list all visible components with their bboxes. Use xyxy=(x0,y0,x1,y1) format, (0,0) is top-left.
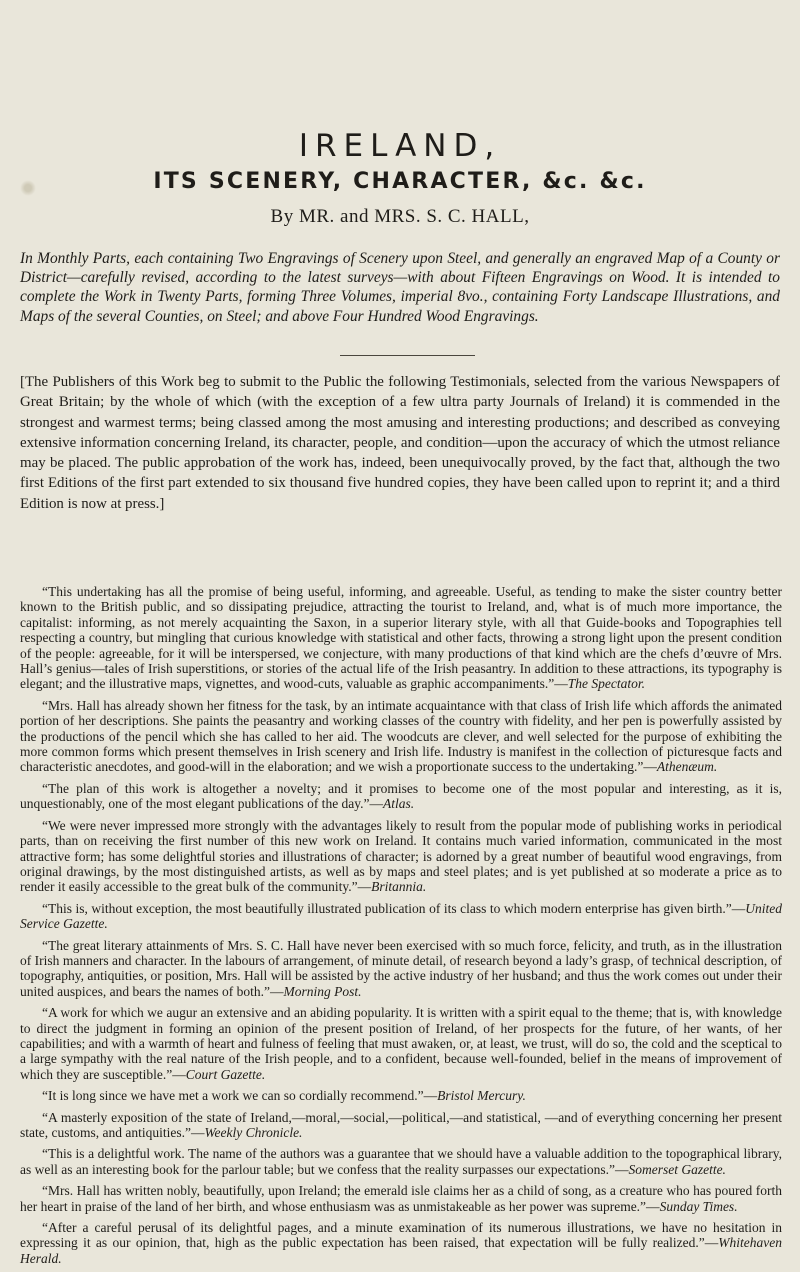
testimonial-text: “It is long since we have met a work we can so cordially recommend.”— xyxy=(42,1088,438,1104)
testimonial-text: “This is a delightful work. The name of the authors was a guarantee that we should have a valuable addition to the topographical library, as well as an interesting book for the parlour table; but we confess that the reality surpasses our expectations.”— xyxy=(20,1146,782,1177)
testimonial-quote xyxy=(20,901,782,932)
testimonial-text: “We were never impressed more strongly with the advantages likely to result from the popular mode of publishing works in periodical parts, than on receiving the first number of this new work on Ireland. It contains much varied information, communicated in the most attractive form; has some delightful stories and illustrations of character; is adorned by a great number of beautiful wood engravings, from original drawings, by the most distinguished artists, as well as by maps and steel plates; and is yet published at so moderate a price as to render it easily accessible to the great bulk of the community.”— xyxy=(20,817,782,895)
prospectus-paragraph: In Monthly Parts, each containing Two Engravings of Scenery upon Steel, and generally an engraved Map of a County or District—carefully revised, according to the latest surveys—with about Fifteen Engravings on Wood. It is intended to complete the Work in Twenty Parts, forming Three Volumes, imperial 8vo., containing Forty Landscape Illustrations, and Maps of the several Counties, on Steel; and above Four Hundred Wood Engravings. xyxy=(20,250,780,325)
testimonial-text: “A work for which we augur an extensive and an abiding popularity. It is written with a spirit equal to the theme; that is, with knowledge to direct the judgment in forming an opinion of the present position of Ireland, of her prospects for the future, of her wants, of her capabilities; and with a warmth of heart and fulness of feeling that must awaken, or, at least, we trust, will do so, the cold and the sceptical to a large sympathy with the real nature of the Irish people, and to a confident, because well-founded, belief in the means of improvement of which they are susceptible.”— xyxy=(20,1005,782,1082)
testimonial-quote xyxy=(20,1183,782,1214)
testimonial-quote xyxy=(20,1005,782,1082)
section-divider xyxy=(340,355,475,356)
testimonial-quote xyxy=(20,781,782,812)
testimonial-source: United Service Gazette. xyxy=(20,900,782,932)
testimonial-quote xyxy=(20,698,782,775)
testimonial-source: Morning Post. xyxy=(283,983,362,999)
testimonial-source: Bristol Mercury. xyxy=(437,1088,526,1104)
testimonial-source: The Spectator. xyxy=(567,676,645,692)
testimonial-source: Athenæum. xyxy=(656,759,718,775)
page-title: IRELAND, xyxy=(298,128,502,164)
testimonial-text: “The great literary attainments of Mrs. S. C. Hall have never been exercised with so much force, felicity, and truth, as in the illustration of Irish manners and character. In the labours of arrangement, of minute detail, of research beyond a lady’s grasp, of technical description, of topography, antiquities, or position, Mrs. Hall will be assisted by the active industry of her husband; and thus the work comes out under their united auspices, and bears the names of both.”— xyxy=(20,937,782,999)
testimonial-quote xyxy=(20,938,782,1000)
authors-line: By MR. and MRS. S. C. HALL, xyxy=(270,206,530,227)
testimonial-text: “Mrs. Hall has already shown her fitness for the task, by an intimate acquaintance with that class of Irish life which affords the animated portion of her descriptions. She paints the peasantry and working classes of the country with fidelity, and her pen is powerfully assisted by the productions of the pencil which she has called to her aid. The woodcuts are clever, and well selected for the purpose of exhibiting the more common forms which present themselves in Irish scenery and Irish life. Industry is manifest in the collection of picturesque facts and characteristic anecdotes, and good-will in the elaboration; and we wish a proportionate success to the undertaking.”— xyxy=(20,697,782,775)
page-subtitle: ITS SCENERY, CHARACTER, &c. &c. xyxy=(153,169,647,194)
testimonial-text: “After a careful perusal of its delightful pages, and a minute examination of its numerous illustrations, we have no hesitation in expressing it as our opinion, that, high as the public expectation has been raised, that expectation will be fully realized.”— xyxy=(20,1220,782,1251)
testimonial-source: Somerset Gazette. xyxy=(628,1161,726,1177)
testimonial-quote xyxy=(20,584,782,692)
testimonial-quote xyxy=(20,818,782,895)
testimonial-quote xyxy=(20,1146,782,1177)
testimonial-source: Sunday Times. xyxy=(659,1198,738,1214)
testimonial-text: “This undertaking has all the promise of being useful, informing, and agreeable. Useful, as tending to make the sister country better known to the British public, and so dissipating prejudice, attracting the tourist to Ireland, and, what is of much more importance, the capitalist: informing, as not merely acquainting the Saxon, in a superior literary style, with all that Guide-books and Topographies tell respecting a country, but mingling that curious knowledge with statistical and other facts, throwing a strong light upon the present condition of the people: agreeable, for it will be interspersed, we conjecture, with many productions of that kind which are the chefs d’œuvre of Mrs. Hall’s genius—tales of Irish superstitions, or stories of the actual life of the Irish peasantry. In addition to these attractions, its typography is elegant; and the illustrative maps, vignettes, and wood-cuts, valuable as graphic accompaniments.”— xyxy=(20,584,782,692)
testimonial-source: Court Gazette. xyxy=(185,1066,266,1082)
testimonial-source: Whitehaven Herald. xyxy=(20,1235,782,1266)
testimonial-quote xyxy=(20,1088,782,1103)
testimonial-quote xyxy=(20,1110,782,1141)
testimonial-text: “Mrs. Hall has written nobly, beautifully, upon Ireland; the emerald isle claims her as a child of song, as a creature who has poured forth her heart in praise of the land of her birth, and whose enthusiasm was as unmistakeable as her power was supreme.”— xyxy=(20,1183,782,1214)
testimonial-text: “The plan of this work is altogether a novelty; and it promises to become one of the most popular and interesting, as it is, unquestionably, one of the most elegant publications of the day.”— xyxy=(20,780,782,812)
testimonial-source: Atlas. xyxy=(383,796,415,812)
testimonial-source: Britannia. xyxy=(371,879,427,895)
testimonial-text: “A masterly exposition of the state of Ireland,—moral,—social,—political,—and statistical, —and of everything concerning her present state, customs, and antiquities.”— xyxy=(20,1109,782,1140)
testimonial-text: “This is, without exception, the most beautifully illustrated publication of its class to which modern enterprise has given birth.”— xyxy=(42,900,746,916)
testimonials-list xyxy=(20,584,782,1272)
testimonial-quote xyxy=(20,1220,782,1266)
publishers-notice: [The Publishers of this Work beg to submit to the Public the following Testimonials, selected from the various Newspapers of Great Britain; by the whole of which (with the exception of a few ultra party Journals of Ireland) it is commended in the strongest and warmest terms; being classed among the most amusing and interesting productions; and described as conveying extensive information concerning Ireland, its character, people, and condition—upon the accuracy of which the utmost reliance may be placed. The public approbation of the work has, indeed, been unequivocally proved, by the fact that, although the two first Editions of the first part extended to six thousand five hundred copies, they have been called upon to reprint it; and a third Edition is now at press.] xyxy=(20,374,780,512)
testimonial-source: Weekly Chronicle. xyxy=(204,1125,303,1140)
